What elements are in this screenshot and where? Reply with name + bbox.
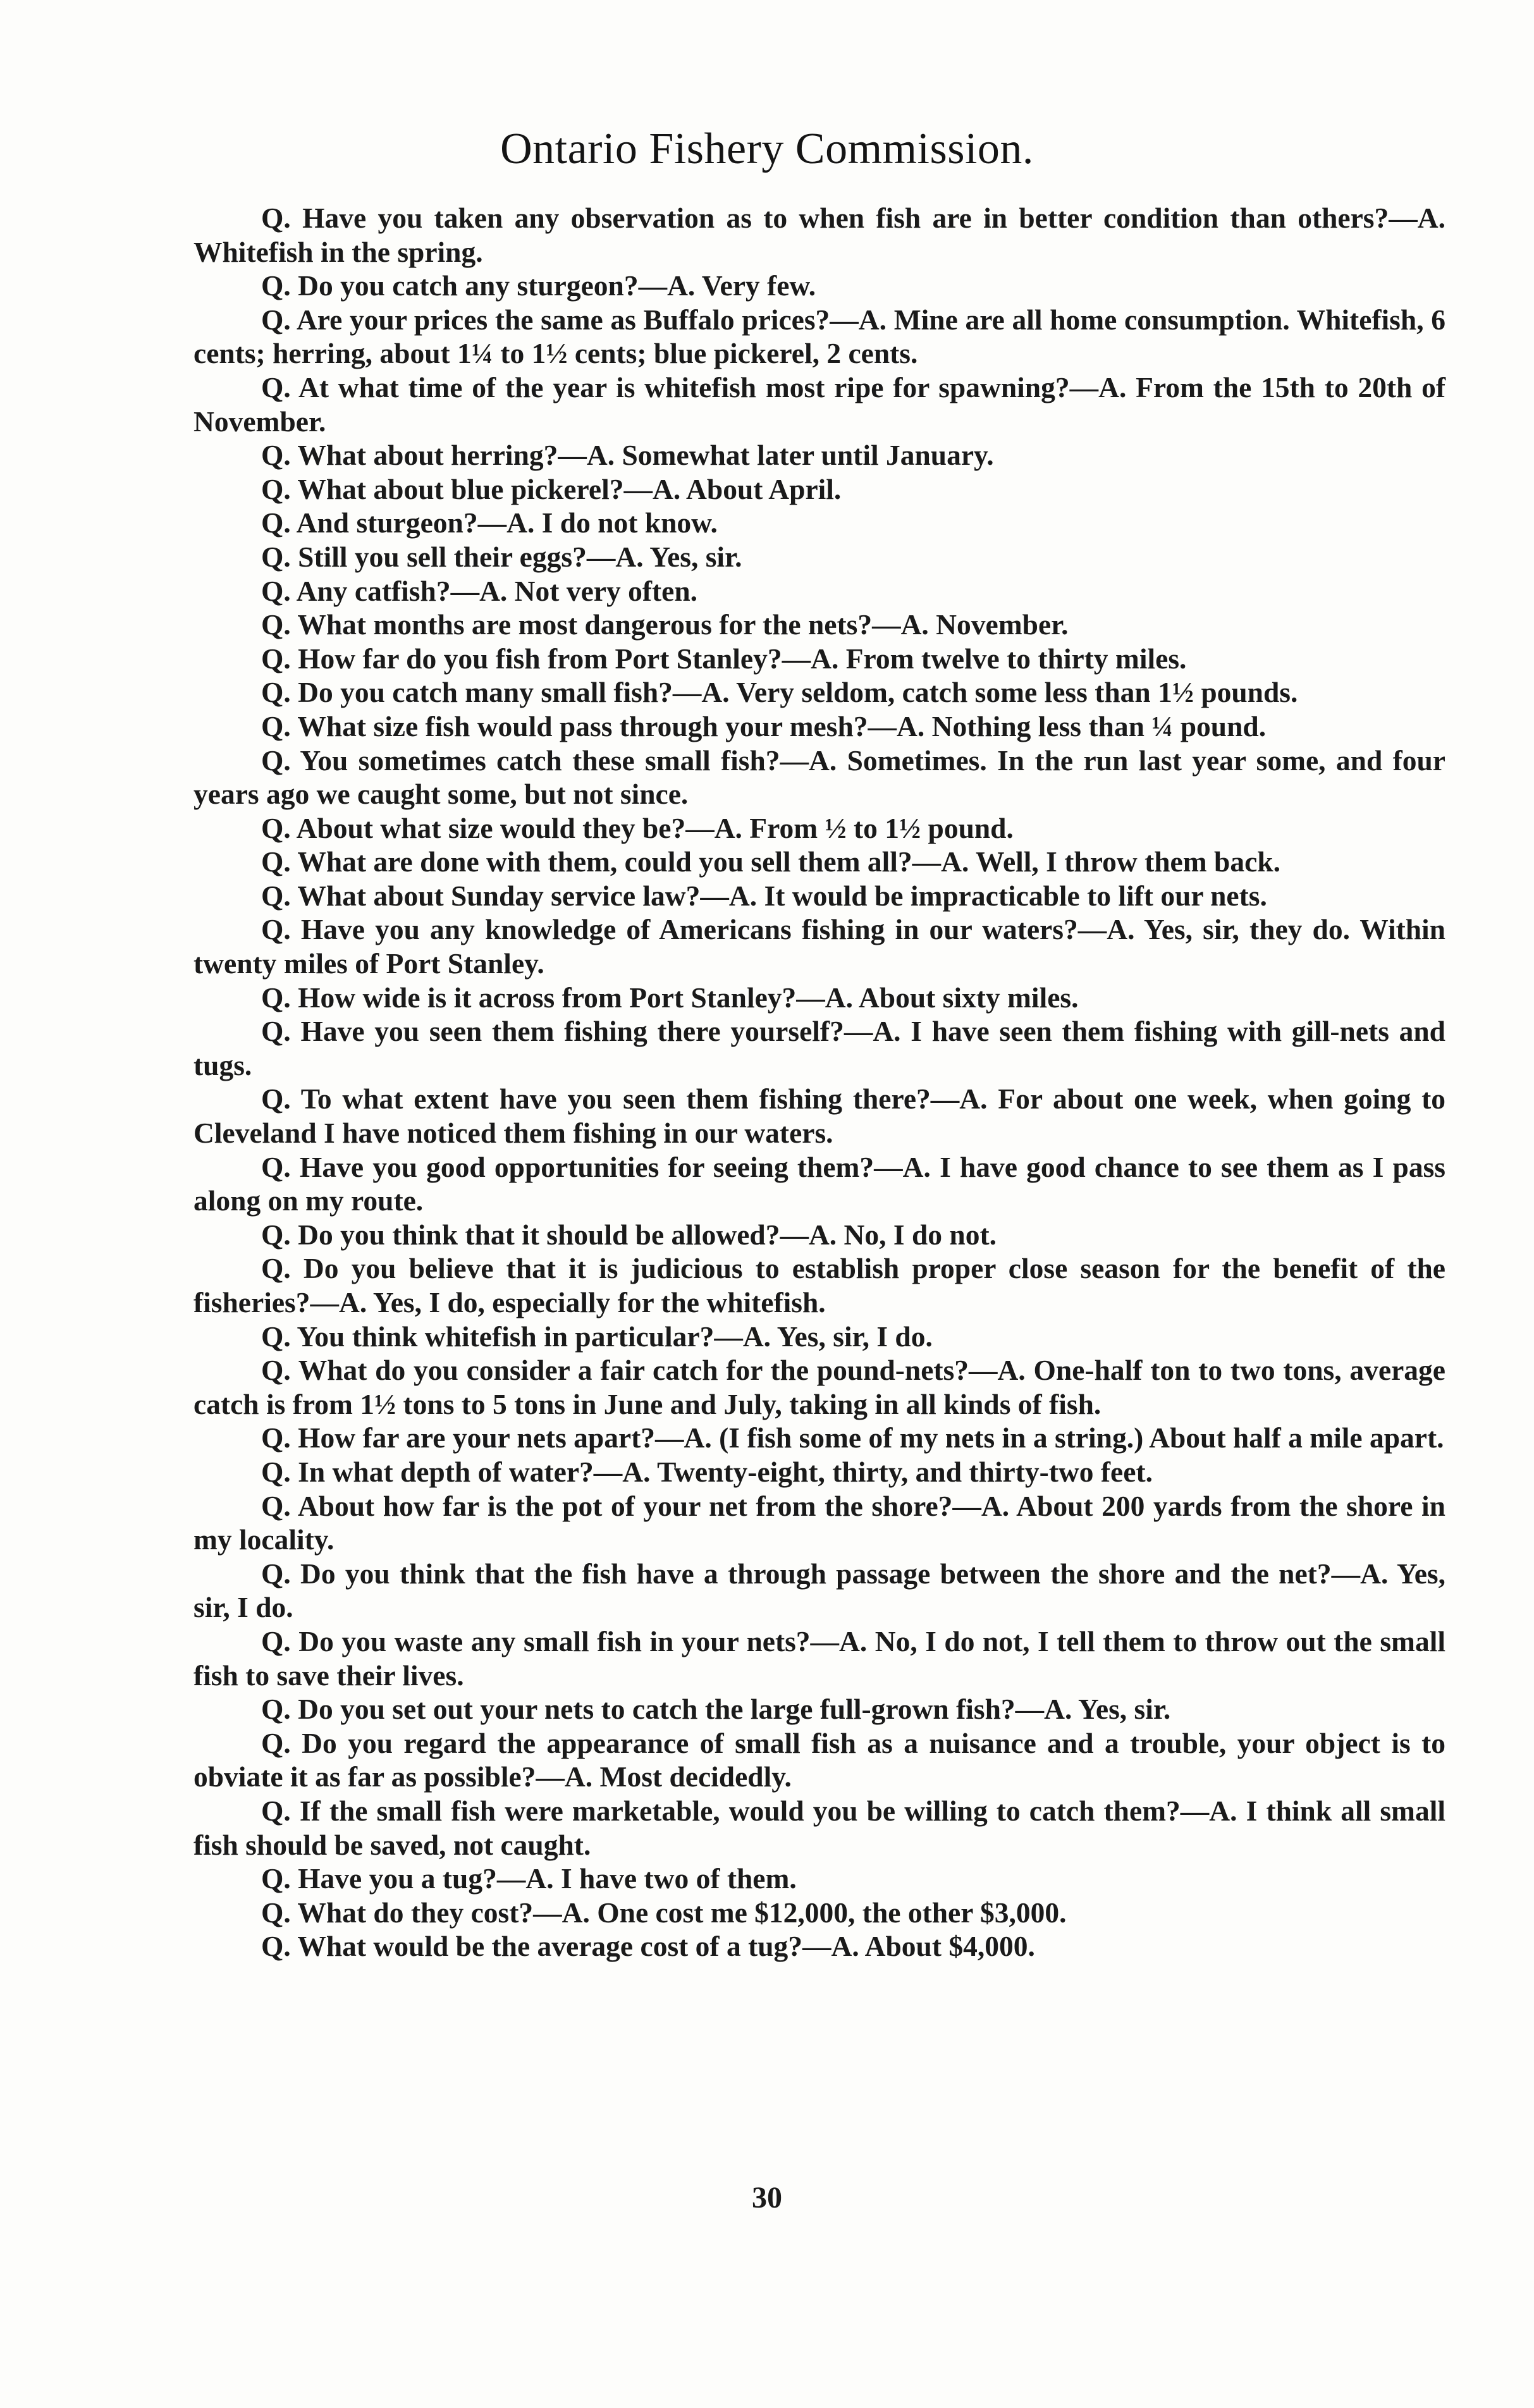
- qa-paragraph: Q. What would be the average cost of a tug?—A. About $4,000.: [261, 1930, 1035, 1963]
- qa-paragraph: Q. Have you good opportunities for seeing them?—A. I have good chance to see them as I pass along on my route.: [193, 1150, 1445, 1217]
- qa-paragraph: Q. Do you set out your nets to catch the large full-grown fish?—A. Yes, sir.: [261, 1693, 1171, 1726]
- qa-paragraph: Q. Do you catch many small fish?—A. Very seldom, catch some less than 1½ pounds.: [261, 676, 1298, 709]
- qa-paragraph: Q. At what time of the year is whitefish most ripe for spawning?—A. From the 15th to 20th of November.: [193, 371, 1445, 438]
- qa-paragraph: Q. What about blue pickerel?—A. About April.: [261, 472, 842, 505]
- qa-paragraph: Q. Do you regard the appearance of small fish as a nuisance and a trouble, your object is to obviate it as far as possible?—A. Most decidedly.: [193, 1726, 1445, 1793]
- qa-paragraph: Q. What months are most dangerous for the nets?—A. November.: [261, 608, 1069, 641]
- qa-paragraph: Q. What size fish would pass through your mesh?—A. Nothing less than ¼ pound.: [261, 710, 1267, 742]
- qa-paragraph: Q. Do you waste any small fish in your nets?—A. No, I do not, I tell them to throw out the small fish to save their lives.: [193, 1625, 1445, 1692]
- qa-paragraph: Q. Have you any knowledge of Americans fishing in our waters?—A. Yes, sir, they do. Within twenty miles of Port Stanley.: [193, 913, 1445, 980]
- qa-paragraph: Q. What are done with them, could you sell them all?—A. Well, I throw them back.: [261, 845, 1280, 878]
- qa-paragraph: Q. In what depth of water?—A. Twenty-eight, thirty, and thirty-two feet.: [261, 1455, 1153, 1488]
- qa-paragraph: Q. What do you consider a fair catch for the pound-nets?—A. One-half ton to two tons, average catch is from 1½ tons to 5 tons in June and July, taking in all kinds of fish.: [193, 1354, 1445, 1420]
- qa-paragraph: Q. Still you sell their eggs?—A. Yes, sir.: [261, 540, 742, 573]
- qa-paragraph: Q. How far do you fish from Port Stanley?—A. From twelve to thirty miles.: [261, 642, 1187, 675]
- qa-paragraph: Q. You sometimes catch these small fish?—A. Sometimes. In the run last year some, and four years ago we caught some, but not since.: [193, 744, 1445, 811]
- qa-paragraph: Q. What do they cost?—A. One cost me $12,000, the other $3,000.: [261, 1896, 1067, 1929]
- qa-paragraph: Q. Do you catch any sturgeon?—A. Very few.: [261, 269, 816, 302]
- qa-paragraph: Q. Have you taken any observation as to when fish are in better condition than others?—A. Whitefish in the spring.: [193, 202, 1445, 268]
- qa-paragraph: Q. Do you think that it should be allowed?—A. No, I do not.: [261, 1218, 997, 1251]
- qa-paragraph: Q. Have you a tug?—A. I have two of them.: [261, 1862, 797, 1895]
- qa-paragraph: Q. Any catfish?—A. Not very often.: [261, 574, 698, 607]
- qa-paragraph: Q. If the small fish were marketable, would you be willing to catch them?—A. I think all small fish should be saved, not caught.: [193, 1794, 1445, 1861]
- qa-paragraph: Q. Are your prices the same as Buffalo prices?—A. Mine are all home consumption. Whitefish, 6 cents; herring, about 1¼ to 1½ cents; blue pickerel, 2 cents.: [193, 303, 1445, 370]
- qa-paragraph: Q. About how far is the pot of your net from the shore?—A. About 200 yards from the shore in my locality.: [193, 1489, 1445, 1556]
- page-title: Ontario Fishery Commission.: [500, 125, 1034, 173]
- testimony-body: [193, 201, 1445, 1963]
- qa-paragraph: Q. You think whitefish in particular?—A. Yes, sir, I do.: [261, 1320, 933, 1353]
- qa-paragraph: Q. Do you believe that it is judicious to establish proper close season for the benefit of the fisheries?—A. Yes, I do, especially for the whitefish.: [193, 1252, 1445, 1318]
- qa-paragraph: Q. What about Sunday service law?—A. It would be impracticable to lift our nets.: [261, 879, 1267, 912]
- qa-paragraph: Q. Do you think that the fish have a through passage between the shore and the net?—A. Yes, sir, I do.: [193, 1557, 1445, 1624]
- qa-paragraph: Q. To what extent have you seen them fishing there?—A. For about one week, when going to Cleveland I have noticed them fishing in our waters.: [193, 1083, 1445, 1150]
- qa-paragraph: Q. How wide is it across from Port Stanley?—A. About sixty miles.: [261, 981, 1079, 1014]
- qa-paragraph: Q. About what size would they be?—A. From ½ to 1½ pound.: [261, 811, 1014, 844]
- qa-paragraph: Q. How far are your nets apart?—A. (I fish some of my nets in a string.) About half a mile apart.: [261, 1422, 1444, 1454]
- qa-paragraph: Q. And sturgeon?—A. I do not know.: [261, 507, 718, 539]
- qa-paragraph: Q. Have you seen them fishing there yourself?—A. I have seen them fishing with gill-nets and tugs.: [193, 1015, 1445, 1081]
- qa-paragraph: Q. What about herring?—A. Somewhat later until January.: [261, 439, 994, 472]
- page-number: 30: [752, 2181, 782, 2214]
